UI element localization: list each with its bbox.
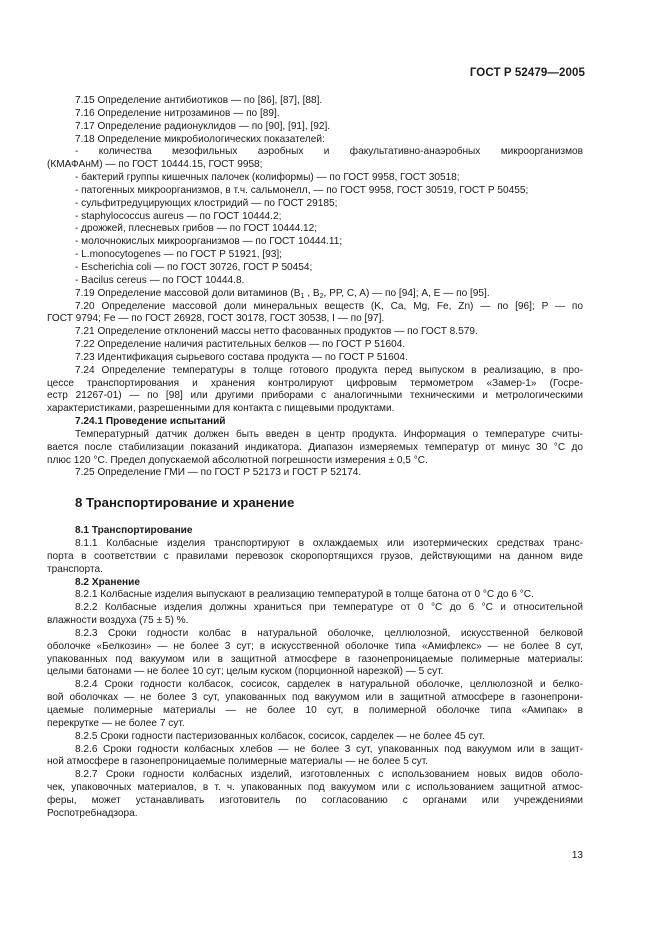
text-line: 7.16 Определение нитрозаминов — по [89]. [75,107,280,119]
text-line: цессе транспортирования и хранения контролируют цифровым термометром «Замер-1» (Госре- [47,377,583,389]
text-line: ГОСТ 9794; Fe — по ГОСТ 26928, ГОСТ 30178, ГОСТ 30538, I — по [97]. [47,313,385,325]
text-line: - Bacilus cereus — по ГОСТ 10444.8. [75,274,245,286]
text-line: феры, может устанавливать изготовитель по согласованию с органами или учреждениями [47,794,583,806]
text-line: 8.2.2 Колбасные изделия должны храниться при температуре от 0 °С до 6 °С и относительной [75,602,583,614]
text-line: перекрутке — не более 7 сут. [47,717,185,729]
text-line: - staphylococcus aureus — по ГОСТ 10444.2; [75,210,282,222]
text-line: 8.2.5 Сроки годности пастеризованных колбасок, сосисок, сарделек — не более 45 сут. [75,730,485,742]
text-line: 7.17 Определение радионуклидов — по [90], [91], [92]. [75,120,331,132]
text-line: 7.18 Определение микробиологических показателей: [75,133,325,145]
text-line: оболочке «Белкозин» — не более 3 сут; в искусственной оболочке типа «Амифлекс» — не более 8 сут, [47,640,583,652]
text-line: 7.20 Определение массовой доли минеральных веществ (K, Ca, Mg, Fe, Zn) — по [96]; P — по [75,300,583,312]
text-line: цаемые полимерные материалы — не более 10 сут, в полимерной оболочке типа «Амипак» в [47,704,583,716]
text-line: вается после стабилизации показаний индикатора. Диапазон измеряемых температур от минус 30 °С до [47,441,583,453]
text-line: вой оболочках — не более 3 сут, упакованных под вакуумом или в защитной атмосфере в газонепрони- [47,692,583,704]
text-line: 8.2 Хранение [75,576,140,588]
text-line: (КМАФАнМ) — по ГОСТ 10444.15, ГОСТ 9958; [47,159,263,171]
text-line: характеристиками, разрешенными для контакта с пищевыми продуктами. [47,403,395,415]
text-line: 8.2.6 Сроки годности колбасных хлебов — не более 3 сут, упакованных под вакуумом или в защит- [75,743,583,755]
document-code: ГОСТ Р 52479—2005 [469,67,585,79]
page-number: 13 [571,850,583,861]
page-body [47,95,583,821]
text-line: влажности воздуха (75 ± 5) %. [47,615,189,627]
text-line: целыми батонами — не более 10 сут; целым куском (порционной нарезкой) — 5 сут. [47,666,444,678]
text-line: порта в соответствии с правилами перевозок скоропортящихся грузов, действующими на данном виде [47,550,583,562]
text-line: 8.1 Транспортирование [75,525,193,537]
text-line: упакованных под вакуумом или в защитной атмосфере в газонепроницаемые полимерные материалы: [47,653,583,665]
text-line: 8.2.4 Сроки годности колбасок, сосисок, сарделек в натуральной оболочке, целлюлозной и белко- [75,679,583,691]
text-line: - молочнокислых микроорганизмов — по ГОСТ 10444.11; [75,236,343,248]
text-line: ной атмосфере в газонепроницаемые полимерные материалы — не более 5 сут. [47,756,429,768]
text-line: - бактерий группы кишечных палочек (колиформы) — по ГОСТ 9958, ГОСТ 30518; [75,172,460,184]
text-line: 7.23 Идентификация сырьевого состава продукта — по ГОСТ Р 51604. [75,351,408,363]
text-line: чек, упаковочных материалов, в т. ч. упакованных под вакуумом или с использованием защитной атмос- [47,782,583,794]
paragraph-7-19: 7.19 Определение массовой доли витаминов ($B_1$ , $B_2$, PP, C, A) — по [94]; A, E — по [95]. [75,287,490,300]
text-line: 8.1.1 Колбасные изделия транспортируют в охлаждаемых или изотермических средствах транс- [75,538,583,549]
text-line: - Escherichia coli — по ГОСТ 30726, ГОСТ Р 50454; [75,261,313,273]
text-line: 7.21 Определение отклонений массы нетто фасованных продуктов — по ГОСТ 8.579. [75,326,478,338]
text-line: 7.24 Определение температуры в толще готового продукта перед выпуском в реализацию, в про- [75,364,583,376]
text-line: 7.25 Определение ГМИ — по ГОСТ Р 52173 и ГОСТ Р 52174. [75,467,362,479]
section-8-title: 8 Транспортирование и хранение [75,495,295,511]
text-line: - дрожжей, плесневых грибов — по ГОСТ 10444.12; [75,223,318,235]
text-line: Температурный датчик должен быть введен в центр продукта. Информация о температуре считы- [75,428,583,440]
section-7-part2 [47,301,583,481]
text-line: 7.22 Определение наличия растительных белков — по ГОСТ Р 51604. [75,339,406,351]
text-line: 8.2.3 Сроки годности колбас в натуральной оболочке, целлюлозной, искусственной белковой [75,627,583,639]
text-line: - L.monocytogenes — по ГОСТ Р 51921, [93]; [75,249,282,261]
text-line: 7.24.1 Проведение испытаний [75,416,226,428]
text-line: 8.2.7 Сроки годности колбасных изделий, изготовленных с использованием новых видов оболо- [75,769,583,781]
text-line: Роспотребнадзора. [47,807,138,819]
text-line: - сульфитредуцирующих клостридий — по ГОСТ 29185; [75,197,338,209]
text-line: транспорта. [47,563,103,575]
text-line: плюс 120 °С. Предел допускаемой абсолютной погрешности измерения ± 0,5 °С. [47,454,428,466]
section-7-part1 [47,95,583,288]
text-line: естр 21267-01) — по [98] или другими приборами с аналогичными техническими и метрологическими [47,390,583,402]
text-line: - количества мезофильных аэробных и факультативно-анаэробных микроорганизмов [75,146,583,158]
text-line: 8.2.1 Колбасные изделия выпускают в реализацию температурой в толще батона от 0 °С до 6 °С. [75,589,534,601]
text-line: 7.15 Определение антибиотиков — по [86], [87], [88]. [75,95,323,106]
text-line: - патогенных микроорганизмов, в т.ч. сальмонелл, — по ГОСТ 9958, ГОСТ 30519, ГОСТ Р 50455; [75,184,529,196]
section-8-body [47,525,583,820]
